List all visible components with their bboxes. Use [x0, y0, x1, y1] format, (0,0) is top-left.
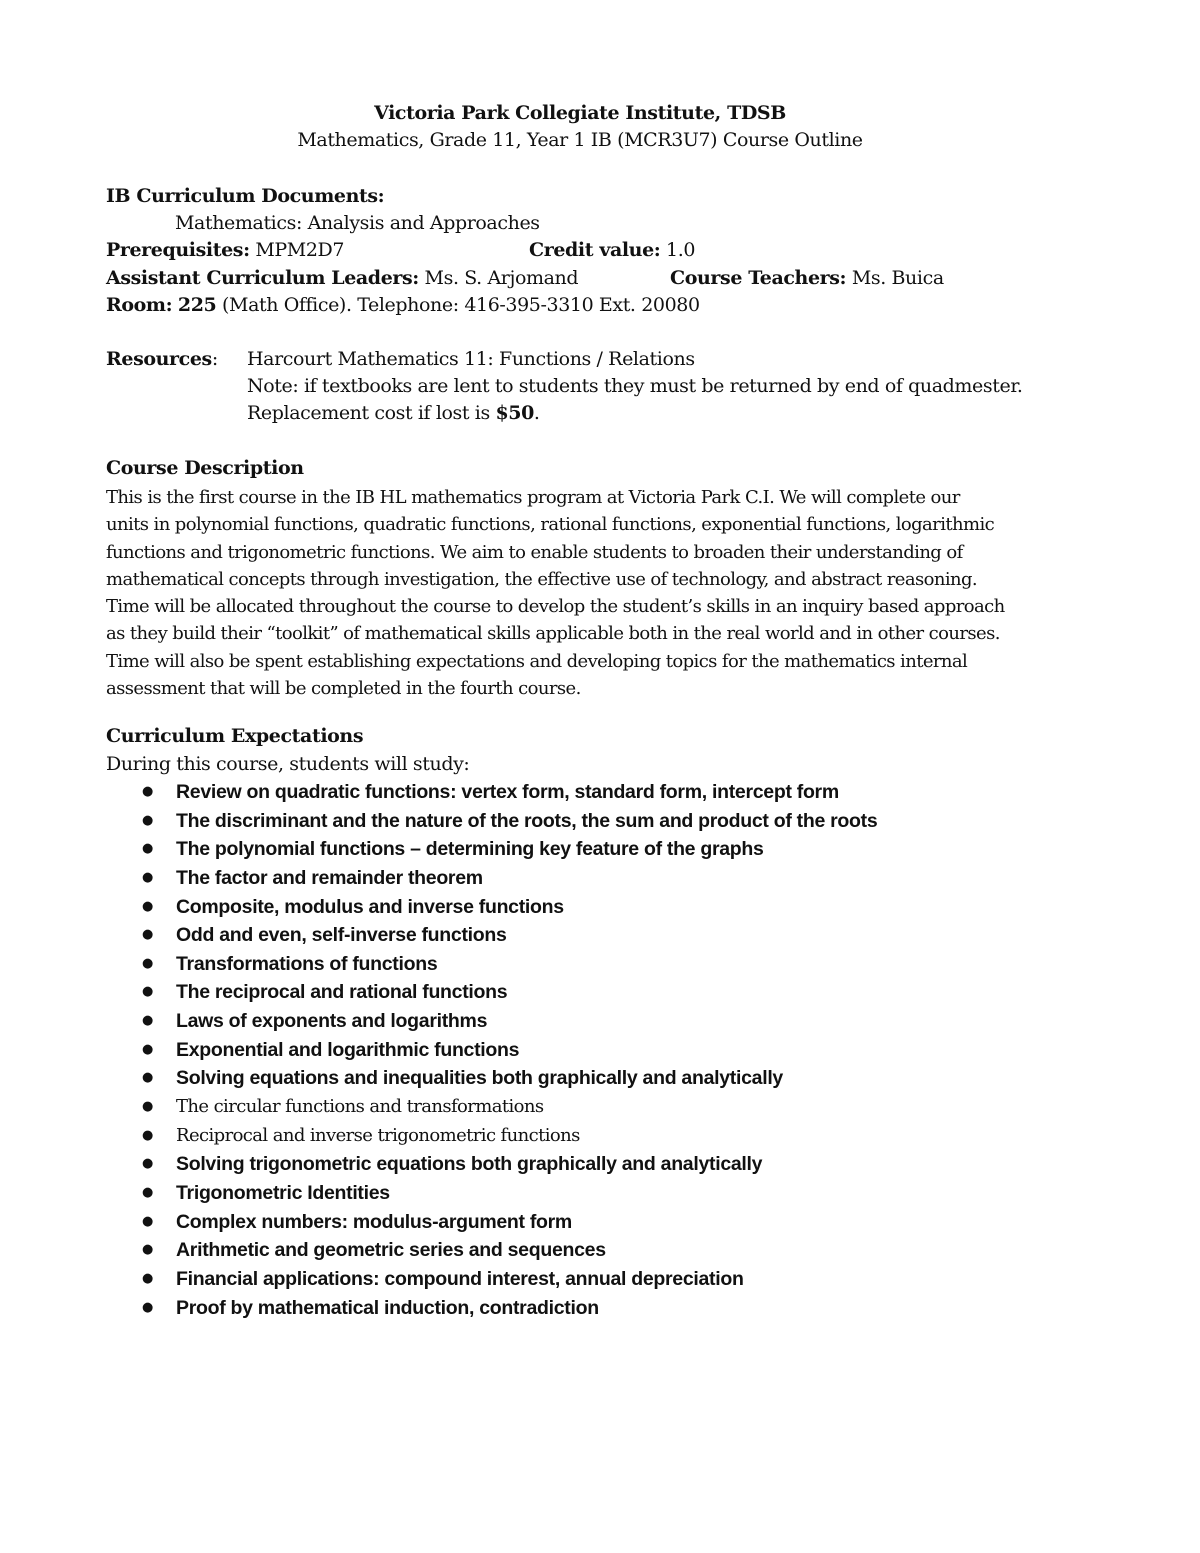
bullet-icon: ●: [142, 1213, 154, 1229]
bullet-icon: ●: [142, 841, 154, 857]
bullet-icon: ●: [142, 898, 154, 914]
room-details: (Math Office). Telephone: 416-395-3310 Ext. 20080: [222, 294, 700, 316]
bullet-icon: ●: [142, 1270, 154, 1286]
expectations-intro: During this course, students will study:: [106, 753, 470, 775]
expectation-text: Laws of exponents and logarithms: [176, 1010, 488, 1033]
expectation-item: [106, 835, 877, 864]
expectation-text: Transformations of functions: [176, 952, 438, 975]
expectation-text: The reciprocal and rational functions: [176, 981, 508, 1004]
expectation-text: Exponential and logarithmic functions: [176, 1038, 520, 1061]
curriculum-label: IB Curriculum Documents:: [106, 185, 385, 207]
description-line: This is the first course in the IB HL mathematics program at Victoria Park C.I. We will complete our: [106, 487, 960, 508]
expectation-text: Composite, modulus and inverse functions: [176, 895, 564, 918]
expectation-item: [106, 864, 877, 893]
expectation-text: The factor and remainder theorem: [176, 866, 483, 889]
description-line: Time will also be spent establishing expectations and developing topics for the mathematics internal: [106, 650, 968, 672]
expectation-item: [106, 1007, 877, 1036]
expectation-text: Solving trigonometric equations both graphically and analytically: [176, 1153, 763, 1176]
teachers-label: Course Teachers:: [670, 267, 847, 289]
expectation-item: [106, 1036, 877, 1065]
course-teachers: [670, 265, 944, 292]
credit-number: 1.0: [666, 239, 696, 261]
bullet-icon: ●: [142, 1184, 154, 1200]
bullet-icon: ●: [142, 869, 154, 885]
school-name: Victoria Park Collegiate Institute, TDSB: [374, 102, 786, 124]
prerequisites: [106, 237, 344, 264]
description-line: functions and trigonometric functions. We aim to enable students to broaden their understanding of: [106, 541, 963, 563]
description-heading: Course Description: [106, 457, 304, 479]
bullet-icon: ●: [142, 1242, 154, 1258]
description-line: units in polynomial functions, quadratic functions, rational functions, exponential functions, logarithmic: [106, 514, 995, 536]
bullet-icon: ●: [142, 1041, 154, 1057]
expectation-item: [106, 950, 877, 979]
room-number: 225: [177, 294, 217, 316]
bullet-icon: ●: [142, 1013, 154, 1029]
teachers-value: Ms. Buica: [851, 267, 944, 289]
bullet-icon: ●: [142, 927, 154, 943]
expectation-item: [106, 1093, 877, 1122]
expectation-item: [106, 807, 877, 836]
expectation-item: [106, 778, 877, 807]
prerequisites-label: Prerequisites:: [106, 239, 250, 261]
curriculum-leaders: [106, 265, 578, 292]
expectation-text: The polynomial functions – determining key feature of the graphs: [176, 838, 764, 861]
expectation-text: Proof by mathematical induction, contradiction: [176, 1296, 599, 1319]
expectation-text: Solving equations and inequalities both graphically and analytically: [176, 1067, 783, 1090]
description-line: assessment that will be completed in the fourth course.: [106, 678, 581, 700]
bullet-icon: ●: [142, 1099, 153, 1115]
expectation-item: [106, 1179, 877, 1208]
expectation-text: Complex numbers: modulus-argument form: [176, 1210, 572, 1233]
expectation-item: [106, 893, 877, 922]
expectation-item: [106, 978, 877, 1007]
course-line: Mathematics, Grade 11, Year 1 IB (MCR3U7) Course Outline: [297, 129, 863, 151]
resources-book: Harcourt Mathematics 11: Functions / Relations: [247, 348, 695, 370]
description-body: [106, 484, 1106, 702]
expectation-item: [106, 1122, 877, 1151]
curriculum-value: Mathematics: Analysis and Approaches: [175, 212, 540, 234]
resources-label: Resources:: [106, 348, 218, 370]
room-label: Room:: [106, 294, 173, 316]
expectation-text: Financial applications: compound interest, annual depreciation: [176, 1267, 744, 1290]
expectation-item: [106, 921, 877, 950]
leaders-value: Ms. S. Arjomand: [424, 267, 579, 289]
bullet-icon: ●: [142, 784, 154, 799]
bullet-icon: ●: [142, 1156, 154, 1172]
bullet-icon: ●: [142, 984, 154, 1000]
credit-value: [529, 237, 695, 264]
bullet-icon: ●: [142, 1299, 154, 1315]
expectation-item: [106, 1150, 877, 1179]
description-line: mathematical concepts through investigation, the effective use of technology, and abstract reasoning.: [106, 568, 978, 590]
expectation-text: Odd and even, self-inverse functions: [176, 924, 507, 947]
expectation-text: Review on quadratic functions: vertex form, standard form, intercept form: [176, 781, 839, 803]
bullet-icon: ●: [142, 955, 154, 971]
bullet-icon: ●: [142, 1127, 153, 1143]
expectation-item: [106, 1236, 877, 1265]
expectation-text: Arithmetic and geometric series and sequences: [176, 1239, 606, 1262]
prerequisites-value: MPM2D7: [255, 239, 345, 261]
description-line: as they build their “toolkit” of mathematical skills applicable both in the real world and in other courses.: [106, 623, 1000, 645]
expectation-item: [106, 1265, 877, 1294]
expectations-list: [106, 778, 877, 1322]
bullet-icon: ●: [142, 1070, 154, 1086]
bullet-icon: ●: [142, 812, 154, 828]
description-line: Time will be allocated throughout the course to develop the student’s skills in an inquiry based approach: [106, 596, 1005, 618]
expectation-text: Reciprocal and inverse trigonometric functions: [176, 1124, 580, 1146]
expectation-item: [106, 1064, 877, 1093]
expectation-text: The discriminant and the nature of the roots, the sum and product of the roots: [176, 809, 878, 832]
replacement-cost: Replacement cost if lost is $50.: [247, 402, 540, 424]
credit-label: Credit value:: [529, 239, 661, 261]
expectation-item: [106, 1294, 877, 1323]
replacement-amount: $50: [495, 402, 534, 424]
document-title: [0, 102, 1160, 124]
expectation-text: Trigonometric Identities: [176, 1181, 390, 1204]
expectations-heading: Curriculum Expectations: [106, 725, 364, 747]
leaders-label: Assistant Curriculum Leaders:: [106, 267, 419, 289]
room-info: [106, 292, 700, 319]
expectation-text: The circular functions and transformations: [176, 1096, 544, 1118]
resources-note: Note: if textbooks are lent to students they must be returned by end of quadmester.: [247, 375, 1023, 397]
expectation-item: [106, 1208, 877, 1237]
